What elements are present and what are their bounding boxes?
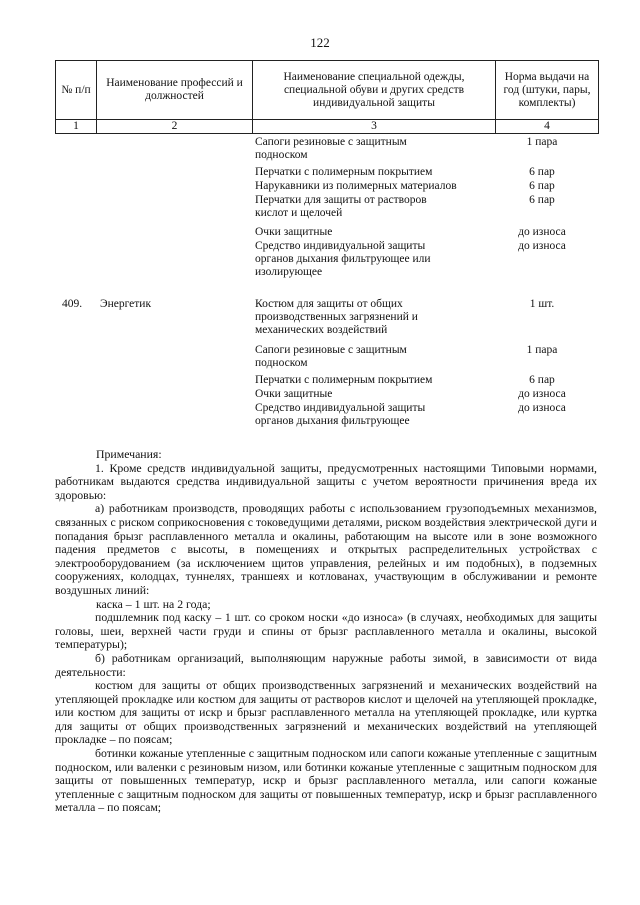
item-name: Сапоги резиновые с защитным подноском [255, 344, 407, 370]
notes-title: Примечания: [96, 447, 162, 461]
profession-name: Энергетик [100, 298, 152, 310]
item-name: Перчатки для защиты от растворов кислот и щелочей [255, 194, 427, 220]
item-norm: до износа [518, 240, 566, 252]
item-name: Костюм для защиты от общих производственных загрязнений и механических воздействий [255, 298, 418, 337]
note-paragraph: 1. Кроме средств индивидуальной защиты, предусмотренных настоящими Типовыми нормами, работникам выдаются средства индивидуальной защиты с учетом вероятности причинения вреда их здоровью: [55, 460, 597, 502]
column-number-2: 2 [97, 120, 253, 134]
column-number-4: 4 [496, 120, 599, 134]
item-norm: до износа [518, 388, 566, 400]
note-paragraph: каска – 1 шт. на 2 года; [96, 596, 211, 611]
item-norm: до износа [518, 402, 566, 414]
note-paragraph: костюм для защиты от общих производственных загрязнений и механических воздействий на утепляющей прокладке или костюм для защиты от растворов кислот и щелочей на утепляющей прокладке, или костюм для защиты от искр и брызг расплавленного металла на утепляющей прокладке, или куртка для защиты от общих производственных загрязнений и механических воздействий на утепляющей прокладке – по поясам; [55, 678, 597, 747]
item-name: Очки защитные [255, 226, 333, 238]
note-paragraph: ботинки кожаные утепленные с защитным подноском или сапоги кожаные утепленные с защитным подноском, или валенки с резиновым низом, или ботинки кожаные утепленные с защитным подноском для защиты от повышенных температур, искр и брызг расплавленного металла, или сапоги кожаные утепленные с защитным подноском для защиты от повышенных температур, искр и брызг расплавленного металла – по поясам; [55, 746, 597, 815]
item-norm: 6 пар [529, 166, 555, 178]
note-paragraph: подшлемник под каску – 1 шт. со сроком носки «до износа» (в случаях, необходимых для защиты головы, шеи, верхней части груди и спины от брызг расплавленного металла и окалины, высокой температуры); [55, 610, 597, 652]
item-norm: 6 пар [529, 374, 555, 386]
header-norm: Норма выдачи на год (штуки, пары, комплекты) [496, 61, 599, 120]
item-norm: 1 пара [526, 136, 558, 148]
item-norm: 1 пара [526, 344, 558, 356]
header-item: Наименование специальной одежды, специальной обуви и других средств индивидуальной защиты [253, 61, 496, 120]
row-number: 409. [62, 298, 83, 310]
note-paragraph: б) работникам организаций, выполняющим наружные работы зимой, в зависимости от вида деятельности: [55, 650, 597, 679]
item-norm: 1 шт. [529, 298, 555, 310]
column-number-3: 3 [253, 120, 496, 134]
notes-section [55, 447, 597, 815]
item-name: Перчатки с полимерным покрытием [255, 166, 433, 178]
item-name: Средство индивидуальной защиты органов дыхания фильтрующее или изолирующее [255, 240, 431, 279]
item-norm: 6 пар [529, 194, 555, 206]
item-name: Нарукавники из полимерных материалов [255, 180, 457, 192]
item-norm: до износа [518, 226, 566, 238]
page-number: 122 [310, 35, 330, 50]
item-name: Перчатки с полимерным покрытием [255, 374, 433, 386]
header-number: № п/п [56, 61, 97, 120]
item-name: Очки защитные [255, 388, 333, 400]
column-number-1: 1 [56, 120, 97, 134]
header-profession: Наименование профессий и должностей [97, 61, 253, 120]
table-header [55, 60, 599, 134]
item-name: Сапоги резиновые с защитным подноском [255, 136, 407, 162]
item-norm: 6 пар [529, 180, 555, 192]
item-name: Средство индивидуальной защиты органов дыхания фильтрующее [255, 402, 426, 428]
note-paragraph: а) работникам производств, проводящих работы с использованием грузоподъемных механизмов, связанных с риском соприкосновения с токоведущими деталями, риском воздействия электрической дуги и попадания брызг расплавленного металла и окалины, работающим на высоте или в зоне возможного падения предметов с высоты, в помещениях и открытых распределительных устройствах с электрооборудованием (за исключением щитов управления, релейных и им подобных), в подземных сооружениях, колодцах, туннелях, траншеях и котлованах, участвующим в обслуживании и ремонте воздушных линий: [55, 501, 597, 597]
